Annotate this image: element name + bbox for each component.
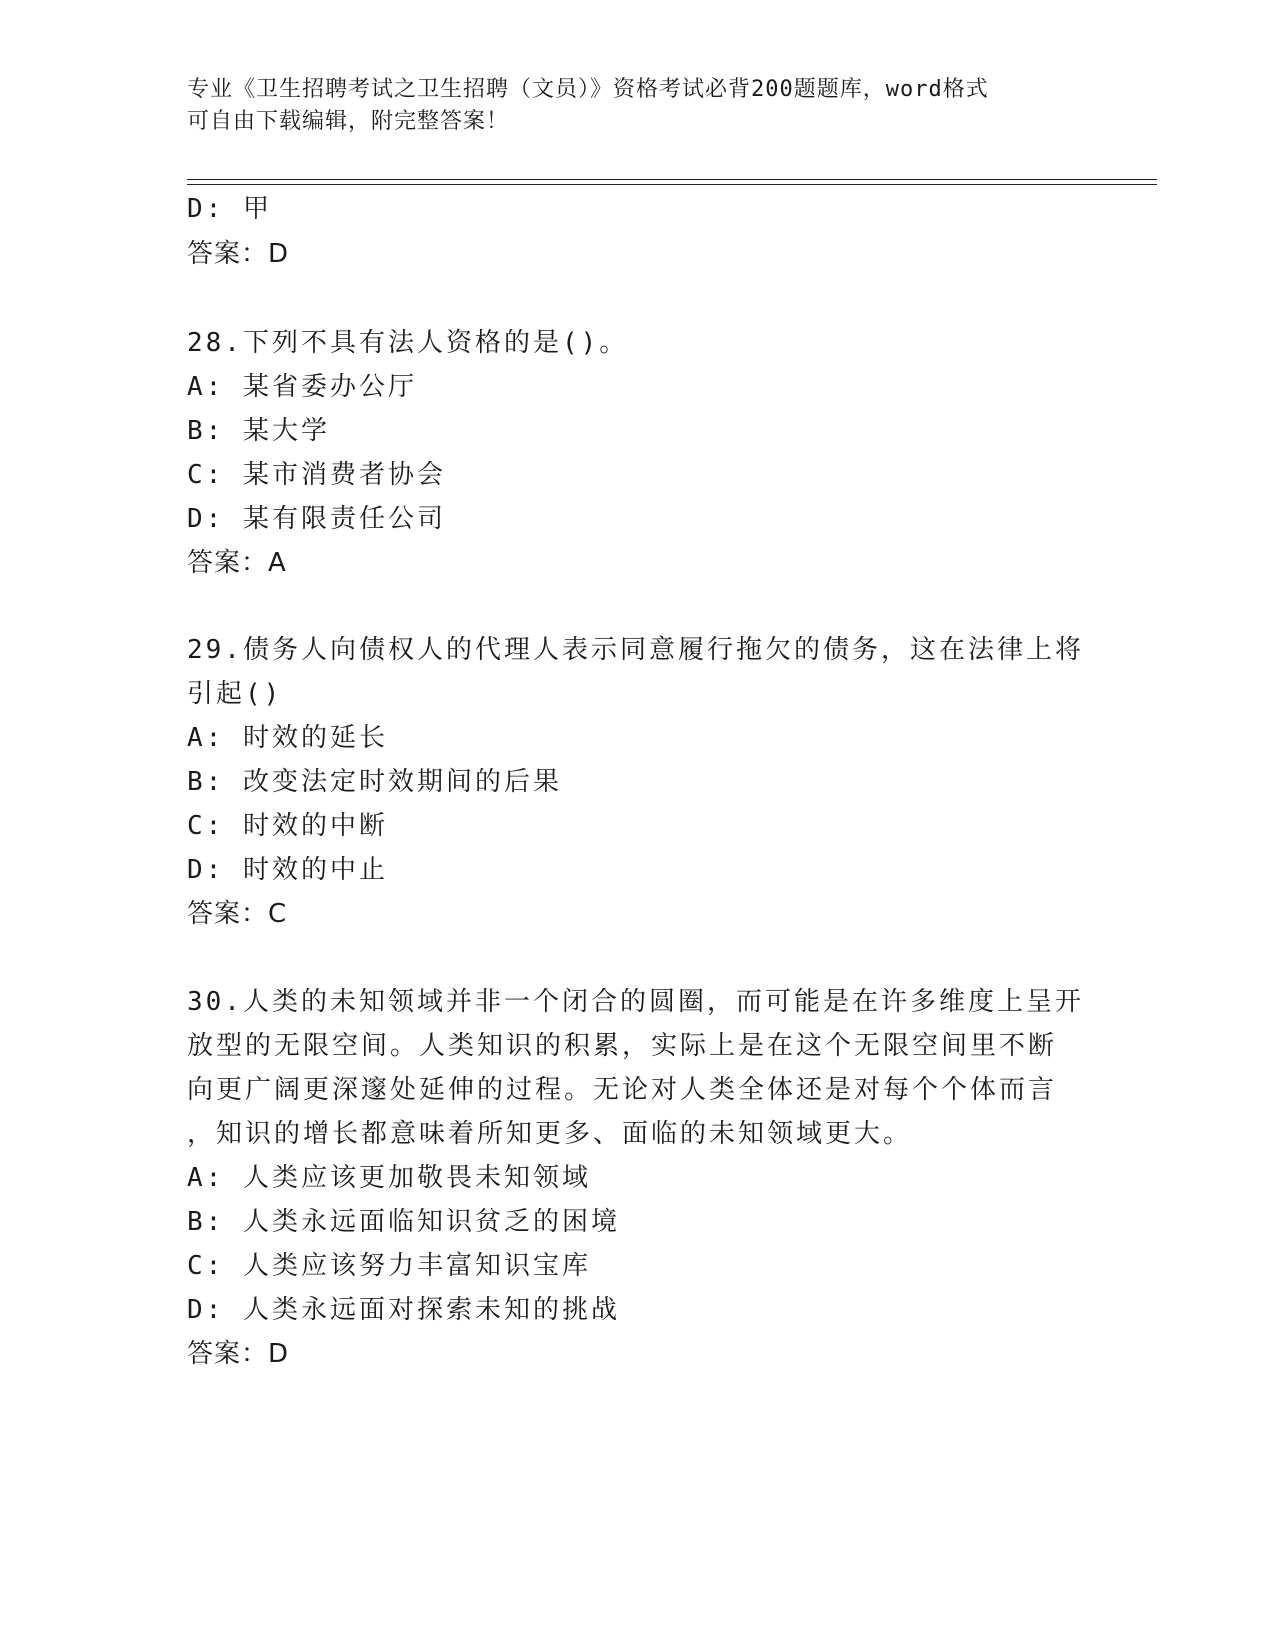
q28-answer: 答案：A [187, 548, 287, 578]
q29-option-a: A: 时效的延长 [187, 723, 388, 753]
q30-stem-line-2: 放型的无限空间。人类知识的积累，实际上是在这个无限空间里不断 [187, 1031, 1058, 1061]
header-line-1: 专业《卫生招聘考试之卫生招聘（文员）》资格考试必背200题题库，word格式 [187, 77, 989, 102]
prev-option-d: D: 甲 [187, 194, 272, 224]
header-line-2: 可自由下载编辑，附完整答案！ [187, 109, 510, 134]
q30-stem-line-3: 向更广阔更深邃处延伸的过程。无论对人类全体还是对每个个体而言 [187, 1075, 1058, 1105]
prev-answer: 答案：D [187, 239, 290, 269]
q28-option-d: D: 某有限责任公司 [187, 504, 446, 534]
header-divider-top [187, 179, 1157, 180]
q30-option-b: B: 人类永远面临知识贫乏的困境 [187, 1207, 620, 1237]
q28-option-c: C: 某市消费者协会 [187, 460, 446, 490]
q28-stem: 28.下列不具有法人资格的是()。 [187, 328, 629, 358]
q30-option-d: D: 人类永远面对探索未知的挑战 [187, 1295, 620, 1325]
q30-option-c: C: 人类应该努力丰富知识宝库 [187, 1251, 591, 1281]
q29-option-c: C: 时效的中断 [187, 811, 388, 841]
q30-stem-line-4: ，知识的增长都意味着所知更多、面临的未知领域更大。 [187, 1119, 913, 1149]
q29-stem-line-2: 引起() [187, 679, 283, 709]
q29-option-b: B: 改变法定时效期间的后果 [187, 767, 562, 797]
q30-option-a: A: 人类应该更加敬畏未知领域 [187, 1163, 591, 1193]
q28-option-b: B: 某大学 [187, 416, 330, 446]
q30-stem-line-1: 30.人类的未知领域并非一个闭合的圆圈，而可能是在许多维度上呈开 [187, 987, 1084, 1017]
q28-option-a: A: 某省委办公厅 [187, 372, 417, 402]
q29-answer: 答案：C [187, 899, 288, 929]
q30-answer: 答案：D [187, 1339, 290, 1369]
q29-option-d: D: 时效的中止 [187, 855, 388, 885]
header-divider-bottom [187, 184, 1157, 185]
document-header [187, 74, 1087, 138]
q29-stem-line-1: 29.债务人向债权人的代理人表示同意履行拖欠的债务，这在法律上将 [187, 635, 1084, 665]
